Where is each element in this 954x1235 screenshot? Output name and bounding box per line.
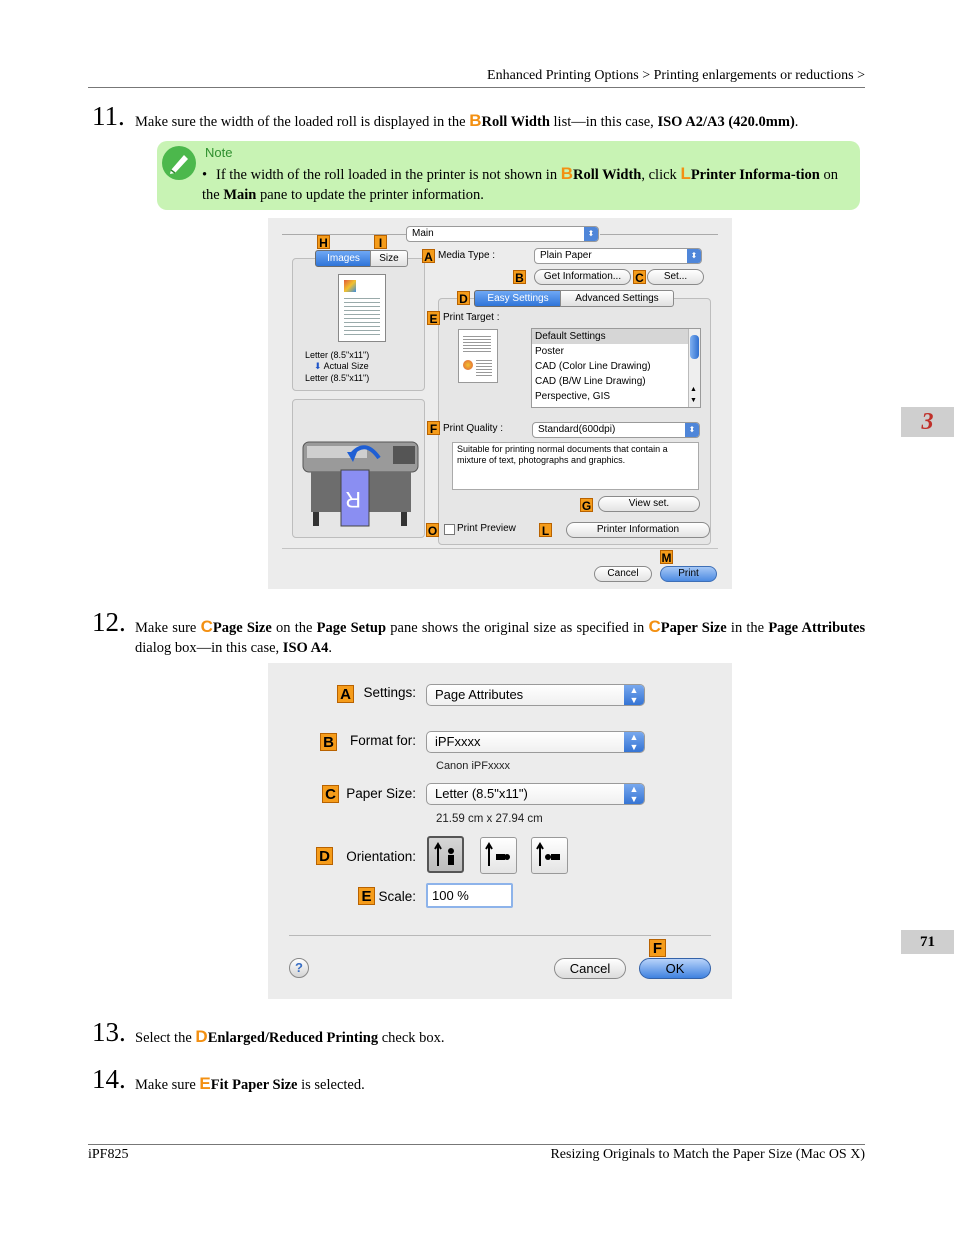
step-text <box>135 111 865 132</box>
label-a: A <box>422 249 435 263</box>
print-quality-select[interactable] <box>532 422 700 438</box>
chevron-updown-icon: ⬍ <box>687 249 701 263</box>
thumbnail-lines <box>344 295 380 335</box>
scroll-down-icon[interactable]: ▼ <box>690 396 697 404</box>
text: Select the <box>135 1030 192 1046</box>
paper-size-select[interactable] <box>426 783 645 805</box>
print-preview-label: Print Preview <box>457 523 516 534</box>
bold-term: Main <box>223 187 257 203</box>
label-o: O <box>427 524 438 538</box>
print-button[interactable]: Print <box>660 566 717 582</box>
label-letter: B <box>560 164 573 183</box>
quality-description: Suitable for printing normal documents that contain a mixture of text, photographs and graphics. <box>452 442 699 490</box>
breadcrumb-item: Enhanced Printing Options <box>487 68 639 83</box>
label-letter: C <box>648 617 661 636</box>
bold-term: Fit Paper Size <box>210 1077 298 1093</box>
bold-term: Enlarged/Reduced Printing <box>207 1030 379 1046</box>
arrow-down-icon: ⬇ <box>314 361 322 371</box>
bold-term: Page Attributes <box>768 620 866 636</box>
breadcrumb-separator: > <box>857 68 865 83</box>
label-e: E <box>358 887 375 905</box>
label-f: F <box>427 421 440 435</box>
label-b: B <box>320 733 337 751</box>
tab-images[interactable]: Images <box>315 250 372 267</box>
orientation-label: Orientation: <box>346 849 416 864</box>
text: on the <box>202 167 838 203</box>
list-item[interactable]: CAD (B/W Line Drawing) <box>535 376 646 387</box>
print-quality-value: Standard(600dpi) <box>538 424 616 435</box>
preview-size-line: Letter (8.5"x11") <box>305 350 370 360</box>
text: pane shows the original size as specified in <box>390 620 645 636</box>
note-label: Note <box>205 145 233 160</box>
print-dialog-main <box>268 218 732 589</box>
breadcrumb <box>88 68 865 84</box>
chevron-updown-icon: ⬍ <box>685 423 699 437</box>
text: list—in this case, <box>553 114 654 130</box>
svg-text:R: R <box>345 487 361 512</box>
step-text <box>135 1027 865 1048</box>
label-b: B <box>513 270 526 284</box>
preview-size-line: Letter (8.5"x11") <box>305 373 370 383</box>
bold-term: Printer Informa-tion <box>690 167 820 183</box>
thumbnail-lines <box>463 334 491 354</box>
scale-label: Scale: <box>378 889 416 904</box>
text: . <box>794 114 799 130</box>
format-for-select[interactable] <box>426 731 645 753</box>
list-item[interactable]: CAD (Color Line Drawing) <box>535 361 651 372</box>
thumbnail-lines <box>476 358 492 378</box>
divider <box>600 234 718 235</box>
text: Make sure <box>135 1077 196 1093</box>
print-target-label: Print Target : <box>443 312 500 323</box>
chevron-updown-icon: ▲ ▼ <box>624 685 644 705</box>
bold-term: Roll Width <box>481 114 550 130</box>
chapter-tab <box>901 407 954 437</box>
portrait-icon <box>429 838 462 871</box>
scale-input[interactable]: 100 % <box>426 883 513 908</box>
breadcrumb-item: Printing enlargements or reductions <box>653 68 854 83</box>
text: . <box>328 640 332 656</box>
footer-rule <box>88 1144 865 1145</box>
step-number: 11. <box>92 101 125 131</box>
text: Make sure the width of the loaded roll is displayed in the <box>135 114 466 130</box>
cancel-button[interactable]: Cancel <box>594 566 652 582</box>
scrollbar[interactable] <box>688 329 700 407</box>
text: in the <box>730 620 765 636</box>
media-type-label: Media Type : <box>438 250 496 261</box>
tab-size[interactable]: Size <box>370 250 408 267</box>
set-button[interactable]: Set... <box>647 269 704 285</box>
printer-icon <box>293 400 424 537</box>
step-number: 14. <box>92 1064 126 1094</box>
format-for-label: Format for: <box>349 733 416 748</box>
label-i: I <box>374 235 387 249</box>
cancel-button[interactable]: Cancel <box>554 958 626 979</box>
text: is selected. <box>301 1077 365 1093</box>
thumbnail-image-icon <box>463 360 473 370</box>
label-c: C <box>322 785 339 803</box>
bold-term: ISO A2/A3 (420.0mm) <box>657 114 795 130</box>
note-pencil-icon <box>162 146 196 180</box>
label-letter: L <box>680 164 691 183</box>
scrollbar-thumb[interactable] <box>690 335 699 359</box>
breadcrumb-separator: > <box>642 68 651 83</box>
label-l: L <box>539 523 552 537</box>
text: Make sure <box>135 620 197 636</box>
label-g: G <box>581 499 592 513</box>
scroll-up-icon[interactable]: ▲ <box>690 385 697 393</box>
label-letter: E <box>199 1074 211 1093</box>
label-e: E <box>427 311 440 325</box>
help-icon[interactable]: ? <box>289 958 309 978</box>
divider <box>282 548 718 549</box>
orientation-portrait-button[interactable] <box>427 836 464 873</box>
bold-term: Page Size <box>212 620 272 636</box>
footer-title: Resizing Originals to Match the Paper Size (Mac OS X) <box>550 1147 865 1162</box>
label-d: D <box>457 291 470 305</box>
pane-select-value: Main <box>412 228 434 239</box>
media-type-value: Plain Paper <box>540 250 592 261</box>
bold-term: Paper Size <box>660 620 727 636</box>
tab-easy-settings[interactable]: Easy Settings <box>474 290 562 307</box>
settings-value: Page Attributes <box>435 687 524 702</box>
settings-select[interactable] <box>426 684 645 706</box>
paper-size-sub: 21.59 cm x 27.94 cm <box>436 813 543 825</box>
paper-size-label: Paper Size: <box>346 786 416 801</box>
settings-label: Settings: <box>363 685 416 700</box>
step-text <box>135 1074 865 1095</box>
header-rule <box>88 87 865 88</box>
step-number: 12. <box>92 607 126 637</box>
label-a: A <box>337 685 354 703</box>
preview-actual-size <box>314 361 369 372</box>
step-number: 13. <box>92 1017 126 1047</box>
page-tab <box>901 930 954 954</box>
label-letter: C <box>200 617 213 636</box>
label-c: C <box>633 270 646 284</box>
chevron-updown-icon: ▲ ▼ <box>624 784 644 804</box>
print-preview-checkbox[interactable] <box>444 524 455 535</box>
bold-term: Page Setup <box>316 620 387 636</box>
page-setup-dialog <box>268 663 732 999</box>
paper-size-value: Letter (8.5"x11") <box>435 786 528 801</box>
landscape-reverse-icon <box>532 838 567 873</box>
orientation-landscape-reverse-button[interactable] <box>531 837 568 874</box>
orientation-landscape-button[interactable] <box>480 837 517 874</box>
text: check box. <box>381 1030 445 1046</box>
get-information-button[interactable]: Get Information... <box>534 269 631 285</box>
pane-select[interactable] <box>406 226 599 242</box>
label-m: M <box>661 551 672 565</box>
format-for-sub: Canon iPFxxxx <box>436 760 510 772</box>
print-target-thumbnail <box>458 329 498 383</box>
label-letter: B <box>469 111 482 130</box>
chevron-updown-icon: ⬍ <box>584 227 598 241</box>
printer-information-button[interactable]: Printer Information <box>566 522 710 538</box>
page-thumbnail <box>338 274 386 342</box>
label-h: H <box>317 235 330 249</box>
print-quality-label: Print Quality : <box>443 423 504 434</box>
text: dialog box—in this case, <box>135 640 280 656</box>
list-item[interactable]: Poster <box>535 346 564 357</box>
tab-advanced-settings[interactable]: Advanced Settings <box>560 290 674 307</box>
ok-button[interactable]: OK <box>639 958 711 979</box>
bold-term: ISO A4 <box>282 640 329 656</box>
view-set-button[interactable]: View set. <box>598 496 700 512</box>
text: pane to update the printer information. <box>260 187 484 203</box>
text: , click <box>641 167 677 183</box>
landscape-icon <box>481 838 516 873</box>
list-item[interactable]: Default Settings <box>532 329 700 344</box>
media-type-select[interactable] <box>534 248 702 264</box>
bold-term: Roll Width <box>573 167 642 183</box>
list-item[interactable]: Perspective, GIS <box>535 391 611 402</box>
page-number: 71 <box>920 934 935 950</box>
bullet: • <box>202 167 208 183</box>
format-for-value: iPFxxxx <box>435 734 481 749</box>
divider <box>282 234 406 235</box>
text: on the <box>276 620 313 636</box>
printer-illustration-group <box>292 399 425 538</box>
label-letter: D <box>195 1027 208 1046</box>
text: If the width of the roll loaded in the printer is not shown in <box>216 167 558 183</box>
preview-actual-size-label: Actual Size <box>323 361 369 371</box>
note-text <box>202 164 854 205</box>
divider <box>289 935 711 936</box>
chapter-number: 3 <box>921 409 934 435</box>
label-d: D <box>316 847 333 865</box>
chevron-updown-icon: ▲ ▼ <box>624 732 644 752</box>
footer-model: iPF825 <box>88 1147 129 1162</box>
print-target-list[interactable] <box>531 328 701 408</box>
label-f: F <box>649 939 666 957</box>
thumbnail-image-icon <box>344 280 356 292</box>
step-text <box>135 617 865 658</box>
